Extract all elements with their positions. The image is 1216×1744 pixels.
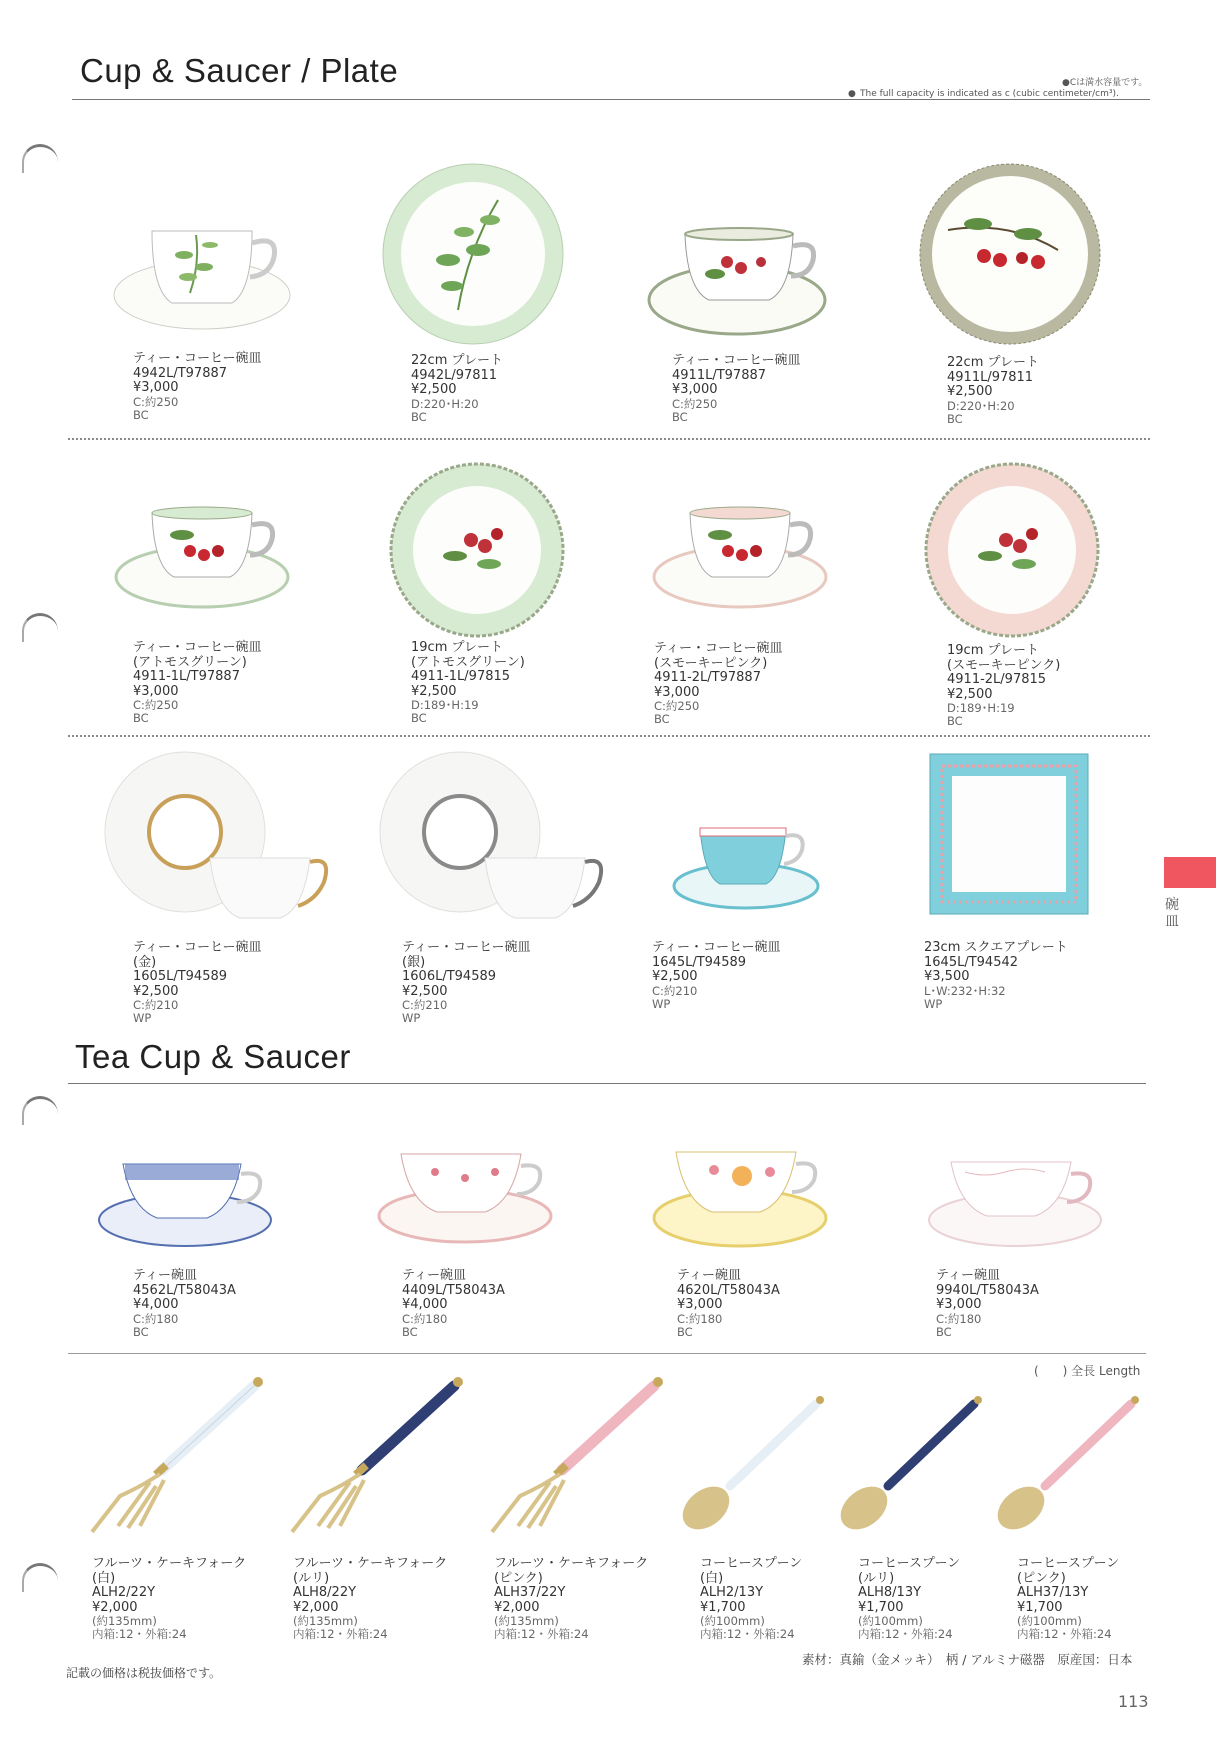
product-4911-2L-plate: [947, 644, 1060, 728]
product-name: ティー・コーヒー碗皿: [654, 641, 783, 656]
product-price: ¥2,500: [947, 384, 993, 399]
product-name: フルーツ・ケーキフォーク: [494, 1556, 649, 1571]
binder-hole: [22, 613, 58, 642]
product-spec: L･W:232･H:32: [924, 983, 1006, 998]
product-variant: (金): [133, 954, 157, 970]
product-spec: D:220･H:20: [411, 396, 479, 411]
product-4620L-teacup: [677, 1269, 780, 1339]
product-code: ALH8/22Y: [293, 1585, 357, 1600]
product-price: ¥2,500: [411, 382, 457, 397]
cup-saucer-gold-image: [95, 750, 335, 925]
teacup-cherry-green-image: [112, 505, 302, 615]
product-name: 19cm プレート: [947, 643, 1039, 658]
product-box: 内箱:12・外箱:24: [858, 1627, 953, 1641]
cup-saucer-silver-image: [370, 750, 610, 925]
spoon-pink-image: [985, 1390, 1145, 1540]
product-price: ¥2,500: [411, 683, 457, 699]
product-length: (約135mm): [92, 1614, 157, 1628]
product-ALH37-13Y: [1017, 1557, 1119, 1641]
product-price: ¥3,000: [654, 684, 700, 700]
product-ALH8-22Y: [293, 1557, 447, 1641]
product-4942L-plate: [411, 354, 503, 424]
plate-raspberry-pink-image: [920, 460, 1105, 640]
teacup-yellow-rose-image: [650, 1140, 835, 1250]
product-4562L-teacup: [133, 1269, 236, 1339]
product-name: ティー・コーヒー碗皿: [133, 940, 262, 955]
section-title-cup-saucer-plate: Cup & Saucer / Plate: [80, 52, 399, 89]
product-name: ティー・コーヒー碗皿: [652, 940, 781, 955]
tax-note: 記載の価格は税抜価格です。: [66, 1666, 222, 1680]
product-code: ALH37/22Y: [494, 1585, 566, 1600]
product-code: 9940L/T58043A: [936, 1282, 1039, 1298]
teacup-raspberry-image: [645, 222, 835, 340]
product-price: ¥3,000: [677, 1297, 723, 1312]
product-name: ティー・コーヒー碗皿: [133, 640, 262, 655]
product-type: BC: [133, 1324, 149, 1339]
product-4911-2L-cup: [654, 642, 782, 726]
page-number: 113: [1118, 1692, 1149, 1711]
product-type: BC: [411, 409, 427, 424]
product-spec: D:220･H:20: [947, 398, 1015, 413]
product-code: 4409L/T58043A: [402, 1282, 505, 1298]
binder-hole: [22, 1563, 58, 1592]
product-spec: C:約250: [133, 394, 179, 409]
product-ALH8-13Y: [858, 1557, 960, 1641]
product-price: ¥3,000: [133, 683, 179, 699]
binder-hole: [22, 1096, 58, 1125]
plate-cherry-image: [918, 160, 1103, 348]
product-variant: (アトモスグリーン): [133, 654, 247, 670]
product-spec: C:約180: [936, 1311, 982, 1326]
product-type: WP: [402, 1011, 421, 1025]
fork-navy-image: [272, 1370, 472, 1535]
plate-herb-green-image: [378, 160, 568, 348]
product-name: フルーツ・ケーキフォーク: [293, 1556, 448, 1571]
product-box: 内箱:12・外箱:24: [700, 1627, 795, 1641]
product-length: (約100mm): [858, 1614, 923, 1628]
length-note: ( ) 全長 Length: [1034, 1364, 1141, 1378]
product-code: 4911-2L/97815: [947, 672, 1047, 687]
binder-hole: [22, 144, 58, 173]
product-name: ティー碗皿: [133, 1268, 197, 1283]
spoon-white-image: [670, 1390, 830, 1540]
fork-white-image: [72, 1370, 272, 1535]
category-tab-label: 碗皿: [1165, 897, 1179, 930]
product-code: 1645L/T94589: [652, 954, 747, 970]
product-1645L-square-plate: [924, 941, 1068, 1011]
product-price: ¥3,000: [672, 382, 718, 397]
spoon-navy-image: [828, 1390, 988, 1540]
product-code: 4911L/97811: [947, 369, 1034, 385]
product-code: 1605L/T94589: [133, 969, 228, 984]
product-code: 4911-1L/97815: [411, 669, 511, 684]
product-4911-1L-cup: [133, 641, 261, 725]
product-name: コーヒースプーン: [700, 1556, 803, 1571]
product-spec: C:約250: [654, 699, 700, 713]
product-name: 23cm スクエアプレート: [924, 940, 1068, 955]
teacup-herb-image: [110, 215, 310, 340]
product-price: ¥1,700: [858, 1599, 904, 1615]
header-rule: [72, 99, 1150, 100]
product-1645L-cup: [652, 941, 780, 1011]
product-price: ¥2,000: [293, 1599, 339, 1615]
product-1605L-cup: [133, 941, 261, 1025]
product-type: BC: [411, 711, 427, 725]
product-spec: C:約250: [133, 698, 179, 712]
product-type: BC: [936, 1324, 952, 1339]
product-price: ¥2,500: [402, 983, 448, 999]
product-type: BC: [133, 711, 149, 725]
product-price: ¥1,700: [700, 1599, 746, 1615]
material-note: 素材：真鍮（金メッキ） 柄 / アルミナ磁器 原産国：日本: [802, 1652, 1133, 1667]
product-type: BC: [133, 407, 149, 422]
product-code: ALH2/13Y: [700, 1585, 764, 1600]
product-variant: (ピンク): [1017, 1570, 1066, 1586]
product-name: ティー碗皿: [936, 1268, 1000, 1283]
product-price: ¥1,700: [1017, 1599, 1063, 1615]
product-price: ¥2,000: [494, 1599, 540, 1615]
product-spec: C:約180: [402, 1311, 448, 1326]
product-box: 内箱:12・外箱:24: [494, 1627, 589, 1641]
plate-raspberry-green-image: [385, 460, 570, 640]
row-divider: [68, 438, 1150, 440]
product-name: ティー・コーヒー碗皿: [402, 940, 531, 955]
product-code: 4911L/T97887: [672, 367, 767, 383]
product-box: 内箱:12・外箱:24: [92, 1627, 187, 1641]
product-spec: C:約210: [133, 998, 179, 1012]
product-variant: (スモーキーピンク): [654, 655, 768, 671]
teacup-blue-floral-image: [95, 1150, 280, 1250]
product-length: (約100mm): [700, 1614, 765, 1628]
product-spec: C:約180: [677, 1311, 723, 1326]
product-length: (約135mm): [293, 1614, 358, 1628]
product-name: 19cm プレート: [411, 640, 503, 655]
section-rule: [68, 1083, 1146, 1084]
square-plate-turquoise-image: [928, 752, 1090, 917]
product-price: ¥3,500: [924, 969, 970, 984]
product-ALH2-22Y: [92, 1557, 246, 1641]
product-type: BC: [947, 411, 963, 426]
product-variant: (ルリ): [293, 1570, 330, 1586]
product-variant: (白): [92, 1570, 116, 1586]
product-name: ティー碗皿: [402, 1268, 466, 1283]
product-code: 4942L/T97887: [133, 365, 228, 381]
category-tab: [1164, 857, 1216, 888]
product-spec: C:約180: [133, 1311, 179, 1326]
product-code: 4562L/T58043A: [133, 1282, 236, 1298]
product-price: ¥3,000: [936, 1297, 982, 1312]
row-rule: [68, 1353, 1146, 1354]
product-type: BC: [947, 714, 963, 728]
product-name: コーヒースプーン: [858, 1556, 961, 1571]
product-name: ティー碗皿: [677, 1268, 741, 1283]
teacup-pale-pink-image: [925, 1150, 1110, 1250]
capacity-note-en: The full capacity is indicated as c (cubic centimeter/cm³).: [860, 89, 1119, 99]
capacity-note-jp: ●Cは満水容量です。: [1062, 78, 1148, 88]
product-variant: (白): [700, 1570, 724, 1586]
teacup-turquoise-image: [670, 822, 825, 912]
product-length: (約135mm): [494, 1614, 559, 1628]
teacup-pink-floral-image: [375, 1142, 560, 1247]
product-ALH37-22Y: [494, 1557, 648, 1641]
product-name: フルーツ・ケーキフォーク: [92, 1556, 247, 1571]
product-code: 1645L/T94542: [924, 954, 1019, 970]
product-type: BC: [677, 1324, 693, 1339]
product-name: 22cm プレート: [411, 353, 503, 368]
product-type: WP: [652, 996, 671, 1011]
product-variant: (ルリ): [858, 1570, 895, 1586]
product-name: ティー・コーヒー碗皿: [133, 351, 262, 366]
product-box: 内箱:12・外箱:24: [1017, 1627, 1112, 1641]
product-4911L-plate: [947, 356, 1039, 426]
product-spec: C:約210: [402, 998, 448, 1012]
product-box: 内箱:12・外箱:24: [293, 1627, 388, 1641]
product-code: ALH2/22Y: [92, 1585, 156, 1600]
row-divider: [68, 735, 1150, 737]
product-spec: C:約210: [652, 983, 698, 998]
product-type: WP: [133, 1011, 152, 1025]
product-price: ¥3,000: [133, 380, 179, 395]
product-name: ティー・コーヒー碗皿: [672, 353, 801, 368]
product-price: ¥2,500: [947, 686, 993, 702]
product-price: ¥2,500: [652, 969, 698, 984]
product-4911-1L-plate: [411, 641, 525, 725]
product-length: (約100mm): [1017, 1614, 1082, 1628]
product-variant: (アトモスグリーン): [411, 654, 525, 670]
product-code: 4942L/97811: [411, 367, 498, 383]
product-name: コーヒースプーン: [1017, 1556, 1120, 1571]
product-code: 1606L/T94589: [402, 969, 497, 984]
product-4911L-cup: [672, 354, 800, 424]
product-4942L-cup: [133, 352, 261, 422]
product-price: ¥2,000: [92, 1599, 138, 1615]
teacup-cherry-pink-image: [650, 505, 840, 615]
product-spec: D:189･H:19: [411, 698, 479, 712]
product-variant: (銀): [402, 954, 426, 970]
product-type: BC: [402, 1324, 418, 1339]
product-code: 4911-2L/T97887: [654, 670, 761, 685]
product-type: BC: [672, 409, 688, 424]
product-code: ALH37/13Y: [1017, 1585, 1089, 1600]
product-variant: (スモーキーピンク): [947, 657, 1061, 673]
product-spec: D:189･H:19: [947, 701, 1015, 715]
product-code: 4620L/T58043A: [677, 1282, 780, 1298]
product-ALH2-13Y: [700, 1557, 802, 1641]
product-spec: C:約250: [672, 396, 718, 411]
product-code: 4911-1L/T97887: [133, 669, 240, 684]
product-price: ¥4,000: [133, 1297, 179, 1312]
product-type: WP: [924, 996, 943, 1011]
product-name: 22cm プレート: [947, 355, 1039, 370]
product-code: ALH8/13Y: [858, 1585, 922, 1600]
product-1606L-cup: [402, 941, 530, 1025]
product-price: ¥2,500: [133, 983, 179, 999]
capacity-note-en-bullet: ●: [848, 89, 856, 99]
product-variant: (ピンク): [494, 1570, 543, 1586]
section-title-tea-cup-saucer: Tea Cup & Saucer: [75, 1038, 351, 1075]
product-9940L-teacup: [936, 1269, 1039, 1339]
fork-pink-image: [472, 1370, 672, 1535]
product-price: ¥4,000: [402, 1297, 448, 1312]
product-4409L-teacup: [402, 1269, 505, 1339]
product-type: BC: [654, 712, 670, 726]
